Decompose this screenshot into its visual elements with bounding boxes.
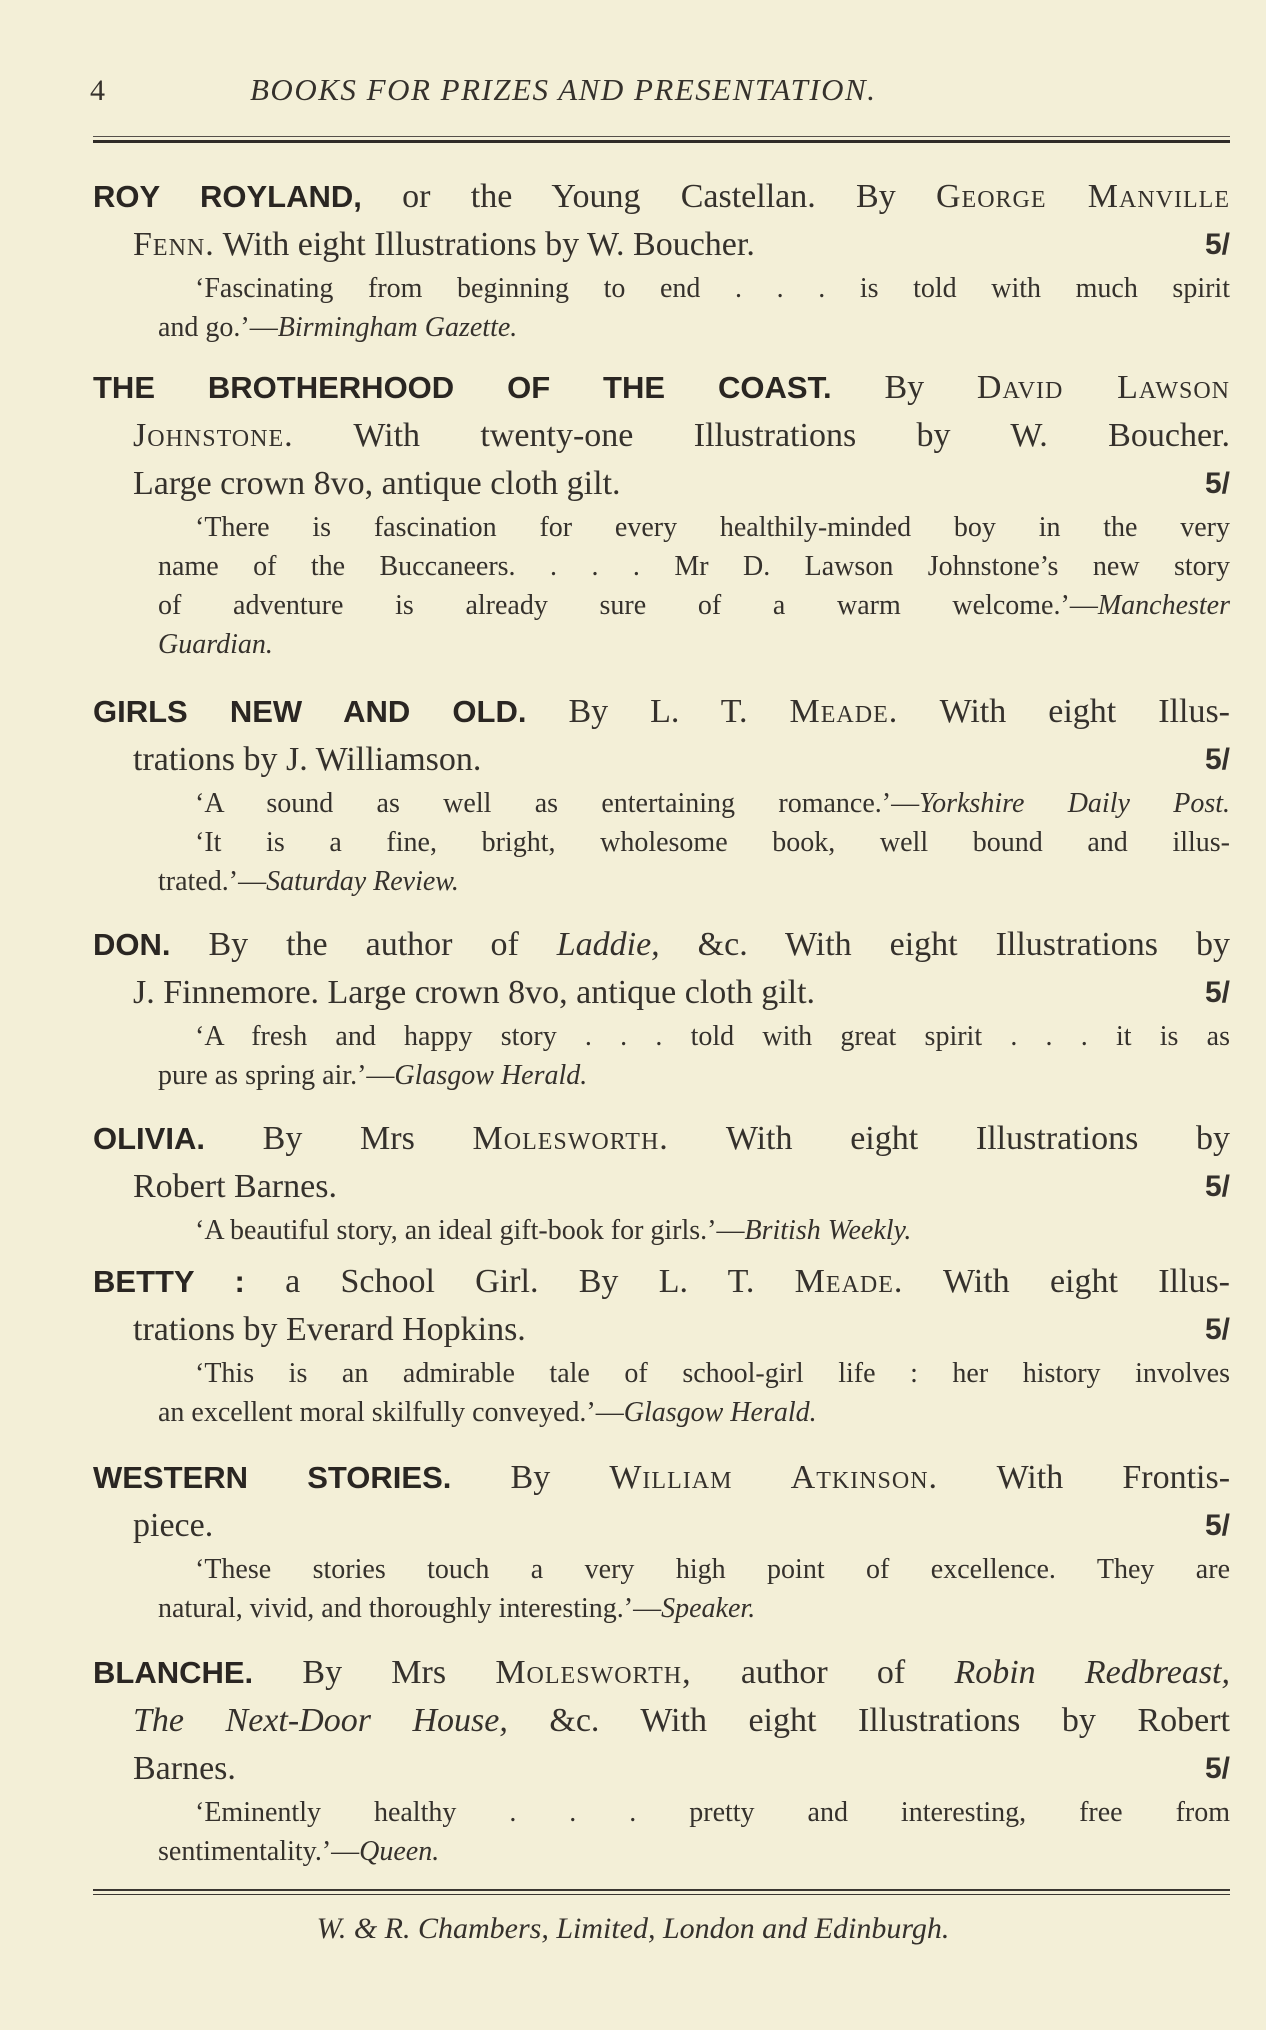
author-name: David Lawson: [976, 369, 1231, 406]
entry-line: [93, 921, 1230, 969]
book-title: BLANCHE.: [93, 1655, 254, 1690]
price: 5/: [1204, 976, 1230, 1009]
review-quote-line: [93, 823, 1230, 862]
text: an excellent moral skilfully conveyed.’—: [158, 1397, 624, 1428]
text: author of: [691, 1654, 955, 1691]
review-quote-line: [93, 1832, 1230, 1871]
text: pure as spring air.’—: [158, 1060, 395, 1091]
price: 5/: [1204, 467, 1230, 500]
text: natural, vivid, and thoroughly interesting.’—: [158, 1593, 662, 1624]
italic-text: Glasgow Herald.: [394, 1060, 588, 1091]
entry-line: [93, 1163, 1230, 1211]
text: sentimentality.’—: [158, 1836, 360, 1867]
text: Robert Barnes.: [133, 1168, 337, 1205]
line-text: [93, 1654, 1230, 1691]
book-title: OLIVIA.: [93, 1121, 205, 1156]
review-quote-line: [93, 625, 1230, 664]
line-text: [158, 1593, 755, 1624]
review-quote-line: [93, 862, 1230, 901]
price: 5/: [1204, 1752, 1230, 1785]
line-text: [133, 460, 621, 508]
review-quote-line: [93, 1211, 1230, 1250]
book-entry: [93, 688, 1230, 901]
author-name: Molesworth,: [495, 1654, 692, 1691]
price: 5/: [1204, 228, 1230, 261]
text: Barnes.: [133, 1750, 236, 1787]
line-text: [158, 629, 273, 660]
review-quote-line: [93, 586, 1230, 625]
text: ‘There is fascination for every healthily-minded boy in the very: [195, 512, 1230, 543]
line-text: [93, 178, 1230, 215]
text: J. Finnemore. Large crown 8vo, antique cloth gilt.: [133, 974, 816, 1011]
entry-line: [93, 1502, 1230, 1550]
text: and go.’—: [158, 312, 278, 343]
line-text: [158, 590, 1230, 621]
text: name of the Buccaneers. . . . Mr D. Lawson Johnstone’s new story: [158, 551, 1230, 582]
text: trations by Everard Hopkins.: [133, 1311, 526, 1348]
line-text: [195, 273, 1230, 304]
italic-text: Speaker.: [661, 1593, 756, 1624]
entry-line: [93, 1258, 1230, 1306]
review-quote-line: [93, 1056, 1230, 1095]
line-text: [93, 926, 1230, 963]
text: By L. T.: [568, 693, 790, 730]
entry-line: [93, 364, 1230, 412]
page-number: 4: [90, 74, 105, 107]
price: 5/: [1204, 1313, 1230, 1346]
text: ‘These stories touch a very high point of excellence. They are: [195, 1554, 1230, 1585]
author-name: Meade.: [794, 1263, 904, 1300]
text: ‘A sound as well as entertaining romance.’—: [195, 788, 920, 819]
text: &c. With eight Illustrations by Robert: [507, 1702, 1230, 1739]
line-text: [195, 827, 1230, 858]
running-head: BOOKS FOR PRIZES AND PRESENTATION.: [250, 72, 877, 107]
book-title: WESTERN STORIES.: [93, 1460, 452, 1495]
text: ‘This is an admirable tale of school-girl life : her history involves: [195, 1358, 1230, 1389]
italic-text: Birmingham Gazette.: [277, 312, 518, 343]
text: By: [510, 1459, 610, 1496]
book-title: ROY ROYLAND,: [93, 179, 362, 214]
author-name: Fenn.: [133, 226, 215, 263]
line-text: [93, 369, 1230, 406]
line-text: [158, 312, 517, 343]
line-text: [195, 1021, 1230, 1052]
author-name: William Atkinson.: [609, 1459, 939, 1496]
text: ‘A fresh and happy story . . . told with great spirit . . . it is as: [195, 1021, 1230, 1052]
book-entry: [93, 364, 1230, 664]
price: 5/: [1204, 1509, 1230, 1542]
line-text: [133, 969, 815, 1017]
author-name: Molesworth.: [472, 1120, 669, 1157]
entry-line: [93, 412, 1230, 460]
text: With eight Illus-: [903, 1263, 1231, 1300]
review-quote-line: [93, 547, 1230, 586]
line-text: [195, 1215, 911, 1246]
author-name: George Manville: [935, 178, 1231, 215]
line-text: [158, 1397, 817, 1428]
text: or the Young Castellan. By: [402, 178, 936, 215]
text: By Mrs: [302, 1654, 496, 1691]
text: ‘It is a fine, bright, wholesome book, well bound and illus-: [195, 827, 1230, 858]
line-text: [195, 1358, 1230, 1389]
italic-text: Queen.: [359, 1836, 440, 1867]
book-entry: [93, 1115, 1230, 1250]
italic-text: Glasgow Herald.: [623, 1397, 817, 1428]
text: With eight Illustrations by: [668, 1120, 1231, 1157]
line-text: [195, 788, 1230, 819]
italic-text: Manchester: [1097, 590, 1230, 621]
entry-line: [93, 221, 1230, 269]
line-text: [133, 1163, 337, 1211]
text: With eight Illus-: [898, 693, 1231, 730]
review-quote-line: [93, 508, 1230, 547]
line-text: [133, 1745, 236, 1793]
italic-text: The Next-Door House,: [133, 1702, 508, 1739]
line-text: [133, 1306, 526, 1354]
text: piece.: [133, 1507, 214, 1544]
review-quote-line: [93, 784, 1230, 823]
review-quote-line: [93, 269, 1230, 308]
line-text: [133, 736, 481, 784]
line-text: [195, 1797, 1230, 1828]
review-quote-line: [93, 1393, 1230, 1432]
footer-rule: [93, 1889, 1230, 1895]
line-text: [158, 1060, 587, 1091]
line-text: [133, 1502, 213, 1550]
line-text: [133, 1702, 1230, 1739]
line-text: [93, 1263, 1230, 1300]
review-quote-line: [93, 1793, 1230, 1832]
text: With twenty-one Illustrations by W. Boucher.: [293, 417, 1230, 454]
price: 5/: [1204, 743, 1230, 776]
line-text: [195, 512, 1230, 543]
italic-text: Saturday Review.: [266, 866, 459, 897]
book-title: GIRLS NEW AND OLD.: [93, 694, 527, 729]
entry-line: [93, 1745, 1230, 1793]
line-text: [158, 551, 1230, 582]
line-text: [158, 866, 459, 897]
italic-text: Laddie,: [556, 926, 660, 963]
book-entry: [93, 1454, 1230, 1628]
italic-text: Robin Redbreast,: [954, 1654, 1231, 1691]
line-text: [158, 1836, 439, 1867]
entry-line: [93, 1697, 1230, 1745]
author-name: Johnstone.: [133, 417, 294, 454]
line-text: [93, 1120, 1230, 1157]
book-title: BETTY :: [93, 1264, 245, 1299]
line-text: [93, 693, 1230, 730]
entry-line: [93, 1306, 1230, 1354]
text: By Mrs: [262, 1120, 473, 1157]
text: By: [884, 369, 977, 406]
header-rule: [93, 136, 1230, 143]
entry-line: [93, 1115, 1230, 1163]
text: ‘A beautiful story, an ideal gift-book for girls.’—: [195, 1215, 745, 1246]
text: By the author of: [208, 926, 557, 963]
line-text: [195, 1554, 1230, 1585]
text: trated.’—: [158, 866, 267, 897]
publisher-footer: W. & R. Chambers, Limited, London and Edinburgh.: [316, 1912, 950, 1945]
text: ‘Fascinating from beginning to end . . . is told with much spirit: [195, 273, 1230, 304]
review-quote-line: [93, 1550, 1230, 1589]
book-title: DON.: [93, 927, 171, 962]
line-text: [93, 1459, 1230, 1496]
line-text: [133, 417, 1230, 454]
text: of adventure is already sure of a warm welcome.’—: [158, 590, 1098, 621]
entry-line: [93, 688, 1230, 736]
book-entry: [93, 1649, 1230, 1871]
author-name: Meade.: [789, 693, 899, 730]
text: With eight Illustrations by W. Boucher.: [214, 226, 755, 263]
entry-line: [93, 1649, 1230, 1697]
text: &c. With eight Illustrations by: [659, 926, 1230, 963]
review-quote-line: [93, 1354, 1230, 1393]
entry-line: [93, 736, 1230, 784]
book-entry: [93, 921, 1230, 1095]
italic-text: Yorkshire Daily Post.: [919, 788, 1230, 819]
line-text: [133, 221, 755, 269]
entry-line: [93, 173, 1230, 221]
review-quote-line: [93, 1589, 1230, 1628]
book-entry: [93, 1258, 1230, 1432]
book-title: THE BROTHERHOOD OF THE COAST.: [93, 370, 832, 405]
price: 5/: [1204, 1170, 1230, 1203]
entry-line: [93, 969, 1230, 1017]
text: ‘Eminently healthy . . . pretty and interesting, free from: [195, 1797, 1230, 1828]
italic-text: Guardian.: [158, 629, 273, 660]
text: Large crown 8vo, antique cloth gilt.: [133, 465, 621, 502]
text: a School Girl. By L. T.: [285, 1263, 795, 1300]
review-quote-line: [93, 1017, 1230, 1056]
book-entry: [93, 173, 1230, 347]
entry-line: [93, 460, 1230, 508]
review-quote-line: [93, 308, 1230, 347]
text: With Frontis-: [938, 1459, 1231, 1496]
text: trations by J. Williamson.: [133, 741, 482, 778]
italic-text: British Weekly.: [744, 1215, 912, 1246]
entry-line: [93, 1454, 1230, 1502]
